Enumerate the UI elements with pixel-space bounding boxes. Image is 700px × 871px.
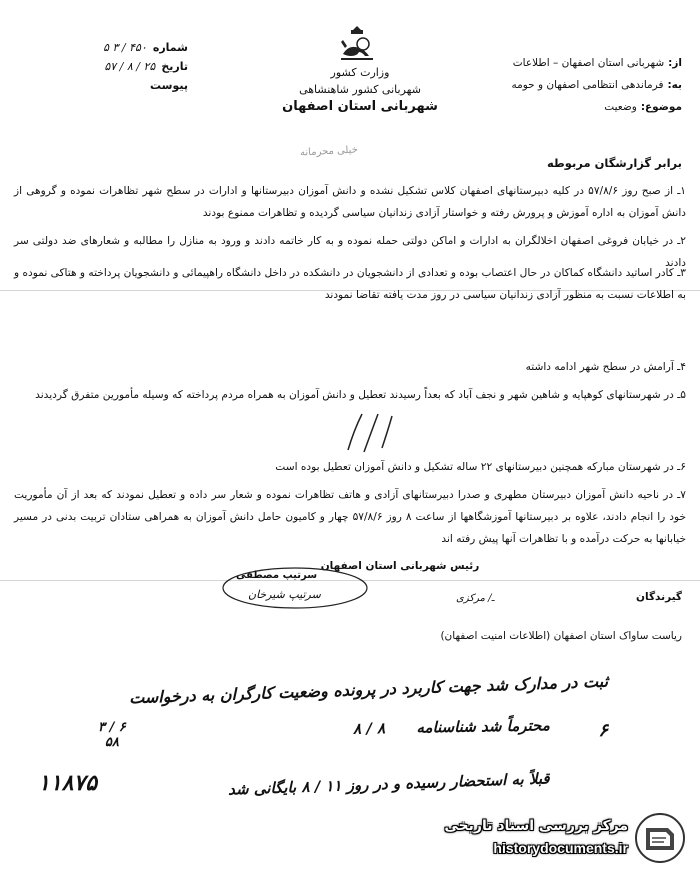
from-row (452, 52, 682, 74)
attachment-label: پیوست (150, 79, 188, 92)
paragraph-7: ۷ـ در ناحیه دانش آموزان دبیرستان مطهری و صدرا دبیرستانهای آزادی و هاتف تظاهرات نموده و شعار سر داده و تعطیل نمودند که بعد از آن مأموریت خود را انجام دادند، علاوه بر دبیرستانها آموزشگاهها از ساعت ۸ روز ۵۷/۸/۶ چهار و کامیون حامل دانش آموزان به همراهی ستادان تربیت بدنی در مسیر خیابانها به حرکت درآمده و با تظاهرات آنها پیش رفته اند (14, 489, 687, 545)
subject-label: موضوع: (640, 101, 682, 113)
to-value: فرماندهی انتظامی اصفهان و حومه (511, 79, 664, 91)
carbon-copy: ریاست ساواک استان اصفهان (اطلاعات امنیت اصفهان) (440, 630, 682, 642)
date-value: ۲۵ / ۸ / ۵۷ (104, 60, 156, 73)
to-row (452, 74, 682, 96)
paragraph-4: ۴ـ آرامش در سطح شهر ادامه داشته (525, 361, 686, 373)
to-label: به: (667, 79, 682, 91)
signature-handwritten: سرتیپ شیرخان (248, 588, 321, 601)
paragraph-2: ۲ـ در خیابان فروغی اصفهان اخلالگران به ادارات و اماکن دولتی حمله نموده و به کار خاتمه دادند و ورود به منازل را مطالبه و شعارهای ضد دولتی سر دادند (14, 235, 686, 269)
signatory-title: سرتیپ مصطفی (236, 570, 318, 581)
number-label: شماره (152, 41, 188, 54)
attachment-row (18, 76, 188, 95)
date-label: تاریخ (161, 60, 188, 73)
signatory-office: رئیس شهربانی استان اصفهان (320, 560, 480, 572)
police-name: شهربانی کشور شاهنشاهی (299, 83, 421, 96)
archive-name: مرکز بررسی اسناد تاریخی (444, 818, 628, 834)
ministry-name: وزارت کشور (330, 66, 390, 79)
archive-number: ۱۱۸۷۵ (38, 770, 98, 796)
paragraph-3: ۳ـ کادر اساتید دانشگاه کماکان در حال اعتصاب بوده و تعدادی از دانشجویان در دانشکده در داخل دانشگاه راهپیمائی و دانشجویان پرداخته و هتاکی نموده و به اطلاعات نسبت به منظور آزادی زندانیان سیاسی در روز مدت یافته تقاضا نمودند (14, 267, 686, 301)
document-meta (18, 38, 188, 95)
paragraph-6: ۶ـ در شهرستان مبارکه همچنین دبیرستانهای ۲۲ ساله تشکیل و دانش آموزان تعطیل بوده است (275, 461, 686, 473)
recipients-handwritten: ـ/ مرکزی (456, 593, 495, 604)
from-value: شهربانی استان اصفهان – اطلاعات (512, 57, 665, 69)
subject-row (452, 96, 682, 118)
paragraph-1: ۱ـ از صبح روز ۵۷/۸/۶ در کلیه دبیرستانهای اصفهان کلاس تشکیل نشده و دانش آموزان دبیرستانها و ادارات در سطح شهر تظاهرات نموده و گروهی از دانش آموزان به اداره آموزش و پرورش رفته و خواستار آزادی زندانیان سیاسی گردیده و تظاهرات ممنوع بودند (14, 185, 686, 219)
handwritten-note-3: قبلاً به استحضار رسیده و در روز ۱۱ / ۸ بایگانی شد (228, 769, 551, 799)
archive-logo-icon (634, 812, 686, 864)
faint-stamp: خیلی محرمانه (299, 144, 359, 159)
margin-note: ۳ / ۶ ۵۸ (98, 720, 126, 750)
date-row (18, 57, 188, 76)
archive-url: historydocuments.ir (493, 840, 628, 856)
province-police-name: شهربانی استان اصفهان (282, 99, 438, 114)
lion-and-sun-emblem-icon (337, 24, 377, 64)
letterhead (250, 64, 470, 115)
handwritten-note-2-text: محترماً شد شناسنامه (416, 716, 551, 737)
handwritten-mark: ۶ (598, 720, 608, 741)
recipients-label: گیرندگان (636, 591, 682, 603)
routing-block (452, 52, 682, 118)
paragraph-5: ۵ـ در شهرستانهای کوهپایه و شاهین شهر و نجف آباد که بعداً رسیدند تعطیل و دانش آموزان به همراه مردم پرداخته که وسیله مأمورین متفرق گردیدند (35, 389, 686, 401)
handwritten-note-2-number: ۸ / ۸ (353, 719, 386, 738)
pencil-mark-icon (340, 408, 400, 458)
number-value: ۴۵۰ / ۳ ۵ (103, 41, 147, 54)
from-label: از: (668, 57, 682, 69)
greeting: برابر گزارشگان مربوطه (546, 156, 682, 170)
number-row (18, 38, 188, 57)
subject-value: وضعیت (604, 101, 637, 113)
handwritten-note-2 (353, 716, 550, 737)
handwritten-note-1: ثبت در مدارک شد جهت کاربرد در پرونده وضعیت کارگران به درخواست (128, 671, 609, 708)
